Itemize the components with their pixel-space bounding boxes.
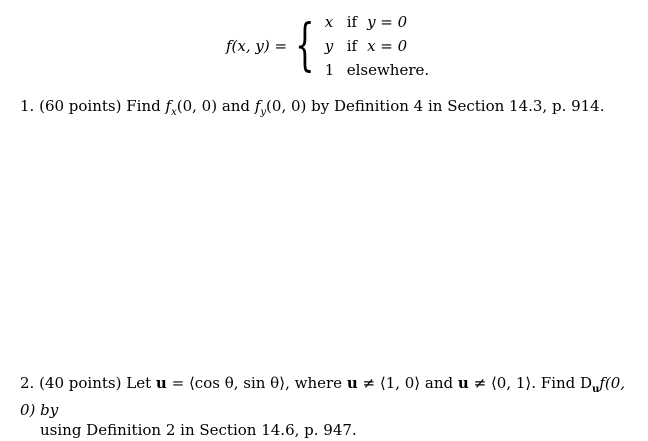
- vector-u: u: [457, 374, 469, 392]
- u-neq-1: ≠ ⟨1, 0⟩ and: [362, 374, 454, 392]
- fy-symbol: $f_y$: [254, 97, 267, 118]
- directional-sub-u: u: [592, 384, 600, 395]
- case-value: x: [324, 13, 334, 31]
- and-word: and: [221, 97, 251, 115]
- formula-lhs: f(x, y) =: [226, 37, 288, 55]
- fx-symbol: $f_x$: [165, 97, 177, 118]
- formula-cases: [325, 10, 429, 82]
- vector-u: u: [155, 374, 167, 392]
- problem-find: Find: [126, 97, 161, 115]
- cases-brace: {: [295, 13, 315, 78]
- case-condition: x = 0: [367, 37, 408, 55]
- problem-number: 2.: [20, 374, 35, 392]
- formula-case: [325, 58, 429, 82]
- formula-case: [325, 34, 429, 58]
- problem-line-2: using Definition 2 in Section 14.6, p. 947.: [40, 421, 357, 439]
- case-condition: y = 0: [367, 13, 408, 31]
- problem-rest: by Definition 4 in Section 14.3, p. 914.: [311, 97, 605, 115]
- problem-2: [20, 373, 640, 440]
- fy-argument: (0, 0): [266, 97, 307, 115]
- fx-argument: (0, 0): [176, 97, 218, 115]
- case-value: 1: [324, 61, 335, 79]
- problem-1: [20, 96, 605, 123]
- case-value: y: [324, 37, 334, 55]
- case-keyword: elsewhere.: [346, 61, 430, 79]
- u-neq-2: ≠ ⟨0, 1⟩. Find D: [473, 374, 593, 392]
- formula-case: [325, 10, 429, 34]
- problem-points: (60 points): [39, 97, 122, 115]
- directional-derivative-arg: f(0, 0) by: [20, 374, 626, 419]
- let-word: Let: [126, 374, 152, 392]
- problem-number: 1.: [20, 97, 35, 115]
- piecewise-formula: [226, 10, 429, 82]
- vector-u: u: [346, 374, 358, 392]
- problem-points: (40 points): [39, 374, 122, 392]
- u-definition: = ⟨cos θ, sin θ⟩, where: [171, 374, 343, 392]
- case-keyword: if: [346, 37, 358, 55]
- case-keyword: if: [346, 13, 358, 31]
